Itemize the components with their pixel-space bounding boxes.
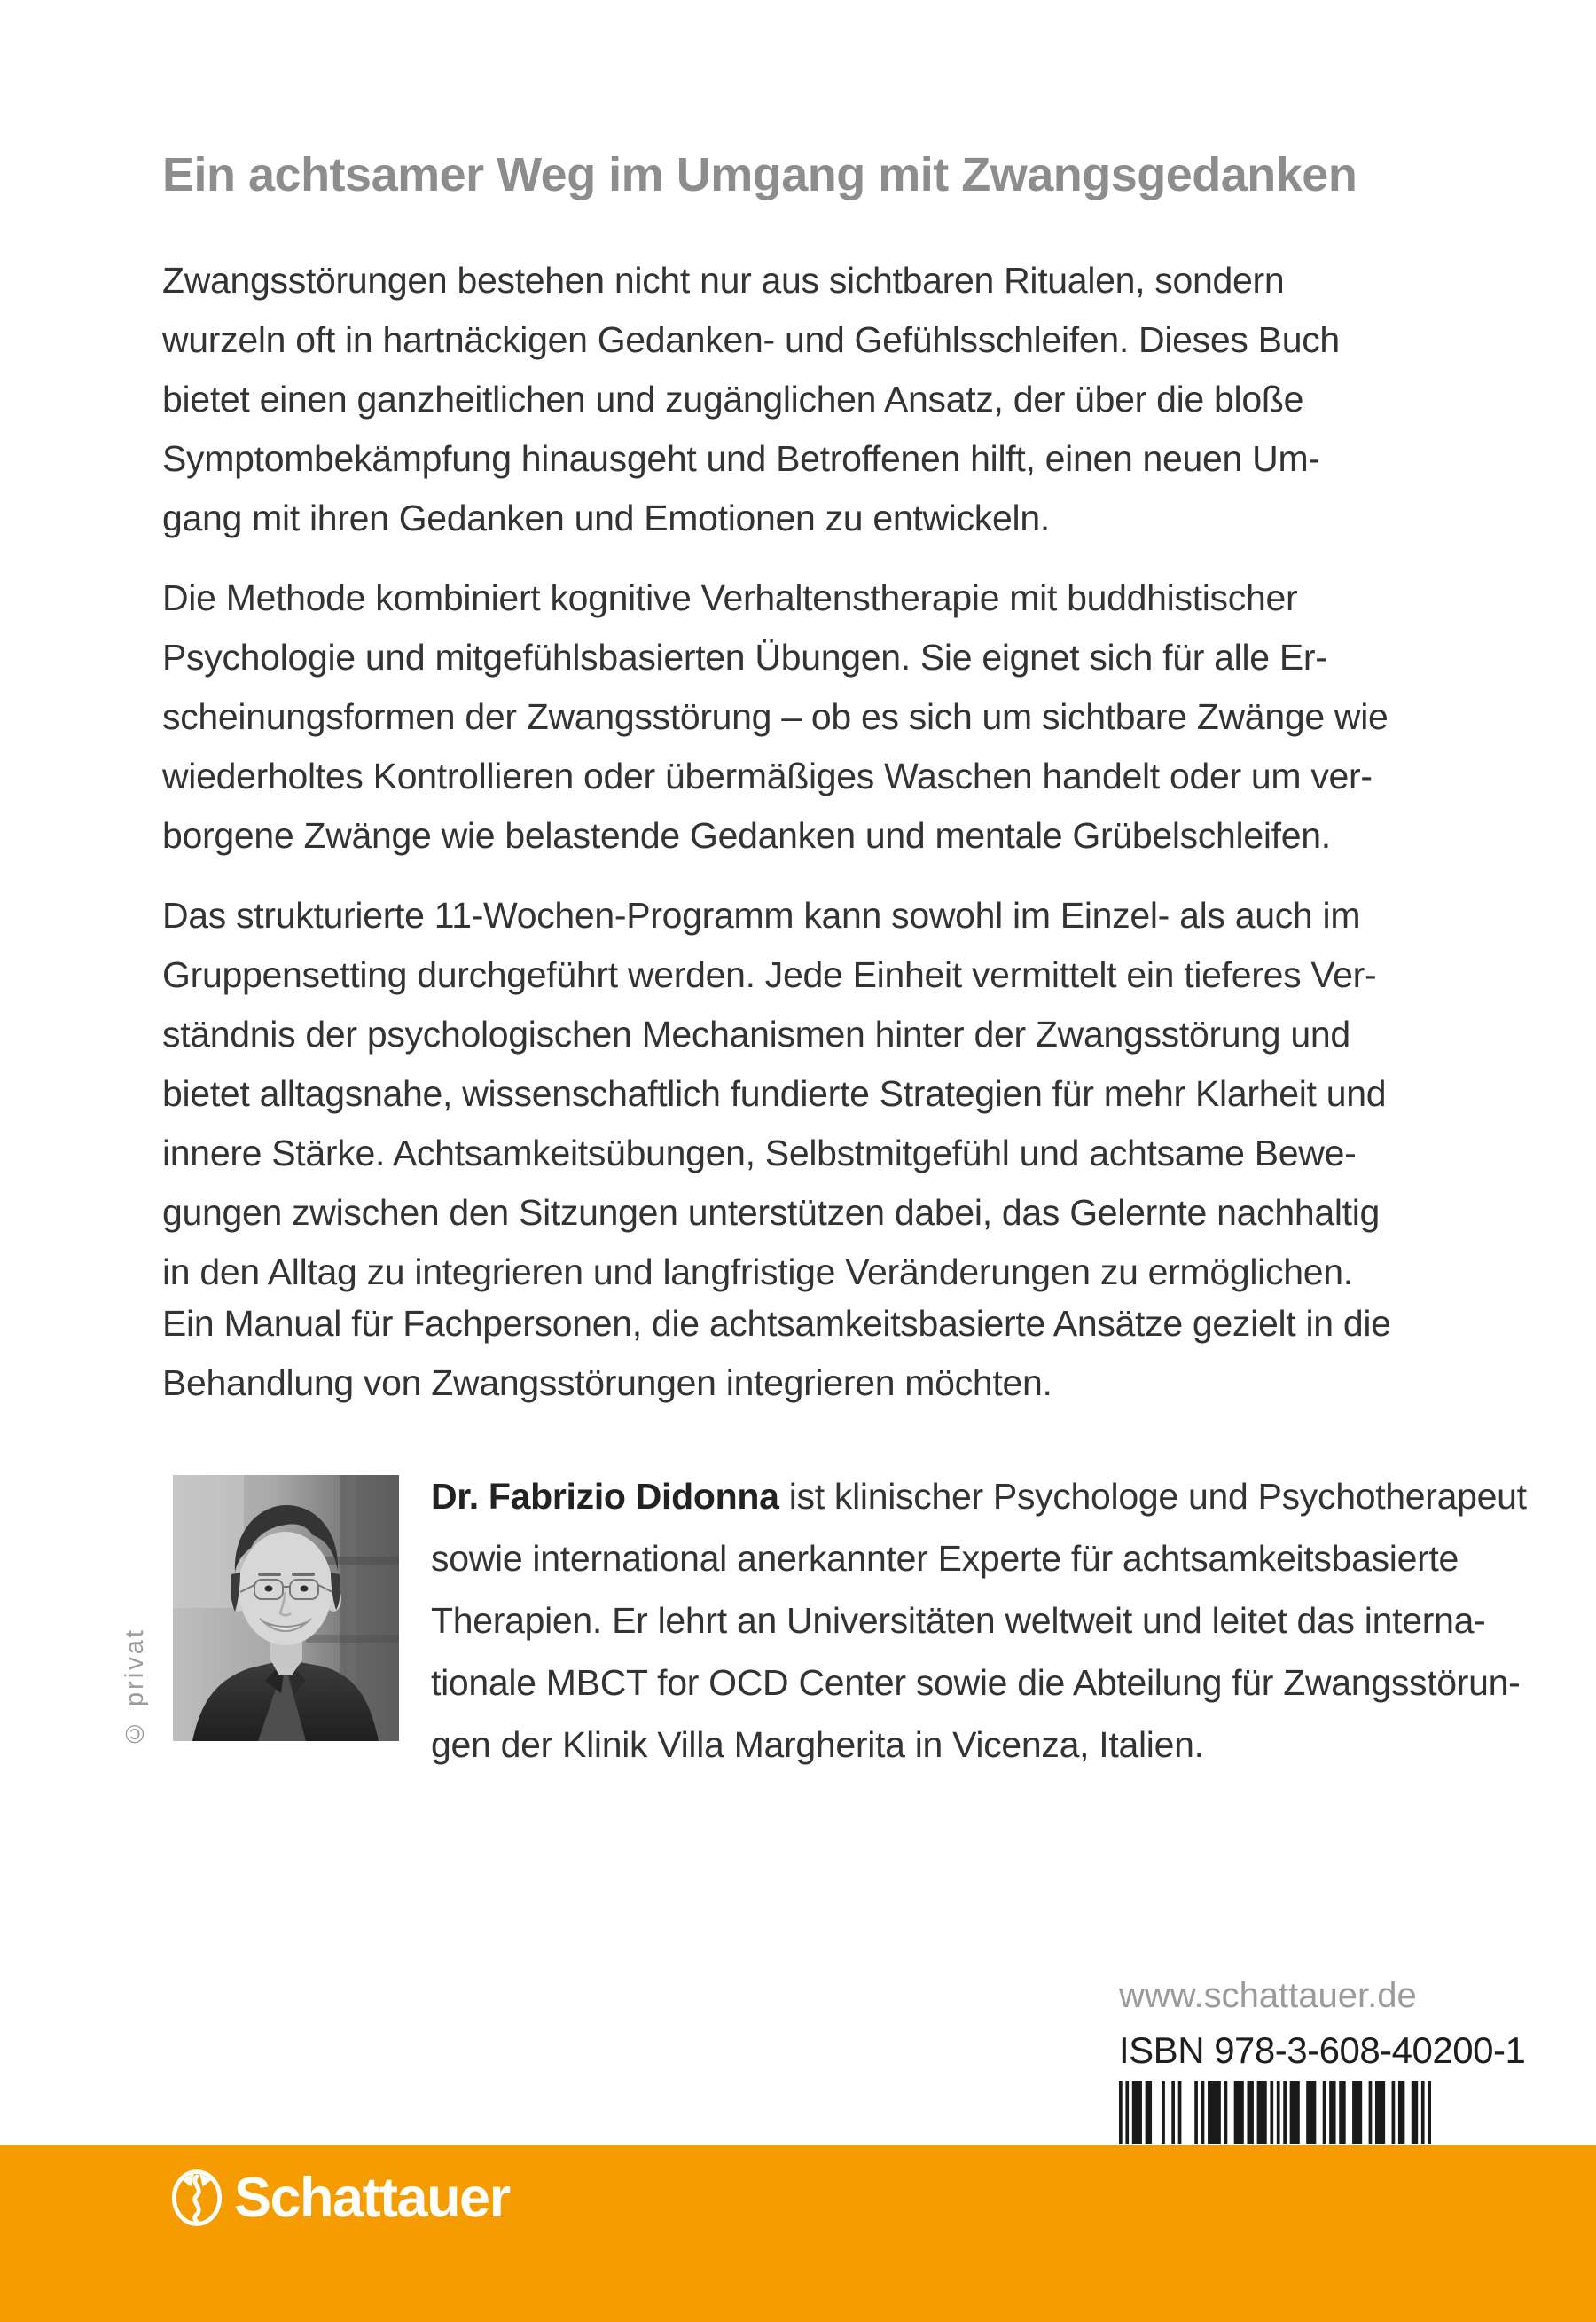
- blurb-paragraph: [162, 1294, 1391, 1413]
- text-line: wiederholtes Kontrollieren oder übermäßiges Waschen handelt oder um ver-: [162, 756, 1373, 796]
- text-line: Behandlung von Zwangsstörungen integrieren möchten.: [162, 1362, 1052, 1403]
- publisher-website: www.schattauer.de: [1119, 1976, 1417, 2015]
- text-line: Zwangsstörungen bestehen nicht nur aus sichtbaren Ritualen, sondern: [162, 260, 1285, 301]
- author-bio: [431, 1465, 1527, 1776]
- author-portrait-graphic: [173, 1475, 399, 1741]
- blurb-paragraph: [162, 569, 1389, 866]
- page-title: Ein achtsamer Weg im Umgang mit Zwangsgedanken: [162, 148, 1357, 201]
- publisher-logo: [171, 2167, 510, 2229]
- text-line: in den Alltag zu integrieren und langfristige Veränderungen zu ermöglichen.: [162, 1251, 1353, 1292]
- photo-credit: © privat: [121, 1628, 149, 1747]
- schattauer-logo-icon: [171, 2169, 223, 2226]
- text-line: [431, 1465, 1527, 1527]
- blurb-paragraph: [162, 886, 1386, 1302]
- text-line: bietet alltagsnahe, wissenschaftlich fundierte Strategien für mehr Klarheit und: [162, 1073, 1387, 1114]
- text-line: Das strukturierte 11-Wochen-Programm kann sowohl im Einzel- als auch im: [162, 895, 1361, 936]
- text-line: innere Stärke. Achtsamkeitsübungen, Selbstmitgefühl und achtsame Bewe-: [162, 1133, 1357, 1173]
- text-line: Symptombekämpfung hinausgeht und Betroffenen hilft, einen neuen Um-: [162, 438, 1320, 479]
- text-line: Psychologie und mitgefühlsbasierten Übungen. Sie eignet sich für alle Er-: [162, 637, 1327, 678]
- text-line: Die Methode kombiniert kognitive Verhaltenstherapie mit buddhistischer: [162, 577, 1298, 618]
- blurb-paragraph: [162, 251, 1340, 548]
- text-line: borgene Zwänge wie belastende Gedanken und mentale Grübelschleifen.: [162, 815, 1331, 856]
- text-line: sowie international anerkannter Experte für achtsamkeitsbasierte: [431, 1538, 1459, 1579]
- text-line: tionale MBCT for OCD Center sowie die Abteilung für Zwangsstörun-: [431, 1662, 1521, 1703]
- text-line: gang mit ihren Gedanken und Emotionen zu entwickeln.: [162, 498, 1050, 538]
- text-line: Gruppensetting durchgeführt werden. Jede Einheit vermittelt ein tieferes Ver-: [162, 954, 1377, 995]
- publisher-band: [0, 2145, 1596, 2322]
- isbn-barcode: [1119, 2081, 1431, 2144]
- author-name: Dr. Fabrizio Didonna: [431, 1476, 779, 1517]
- text-line: gungen zwischen den Sitzungen unterstützen dabei, das Gelernte nachhaltig: [162, 1192, 1381, 1233]
- text-line: bietet einen ganzheitlichen und zugänglichen Ansatz, der über die bloße: [162, 379, 1304, 420]
- publisher-wordmark: Schattauer: [234, 2167, 510, 2229]
- text-line: Therapien. Er lehrt an Universitäten weltweit und leitet das interna-: [431, 1600, 1486, 1641]
- author-photo: [173, 1475, 399, 1741]
- isbn-number: ISBN 978-3-608-40200-1: [1119, 2029, 1526, 2071]
- text-line: ständnis der psychologischen Mechanismen hinter der Zwangsstörung und: [162, 1014, 1350, 1055]
- text-line: wurzeln oft in hartnäckigen Gedanken- und Gefühlsschleifen. Dieses Buch: [162, 319, 1340, 360]
- bio-line-rest: ist klinischer Psychologe und Psychotherapeut: [778, 1476, 1527, 1517]
- text-line: gen der Klinik Villa Margherita in Vicenza, Italien.: [431, 1724, 1204, 1765]
- text-line: Ein Manual für Fachpersonen, die achtsamkeitsbasierte Ansätze gezielt in die: [162, 1303, 1391, 1344]
- text-line: scheinungsformen der Zwangsstörung – ob es sich um sichtbare Zwänge wie: [162, 696, 1389, 737]
